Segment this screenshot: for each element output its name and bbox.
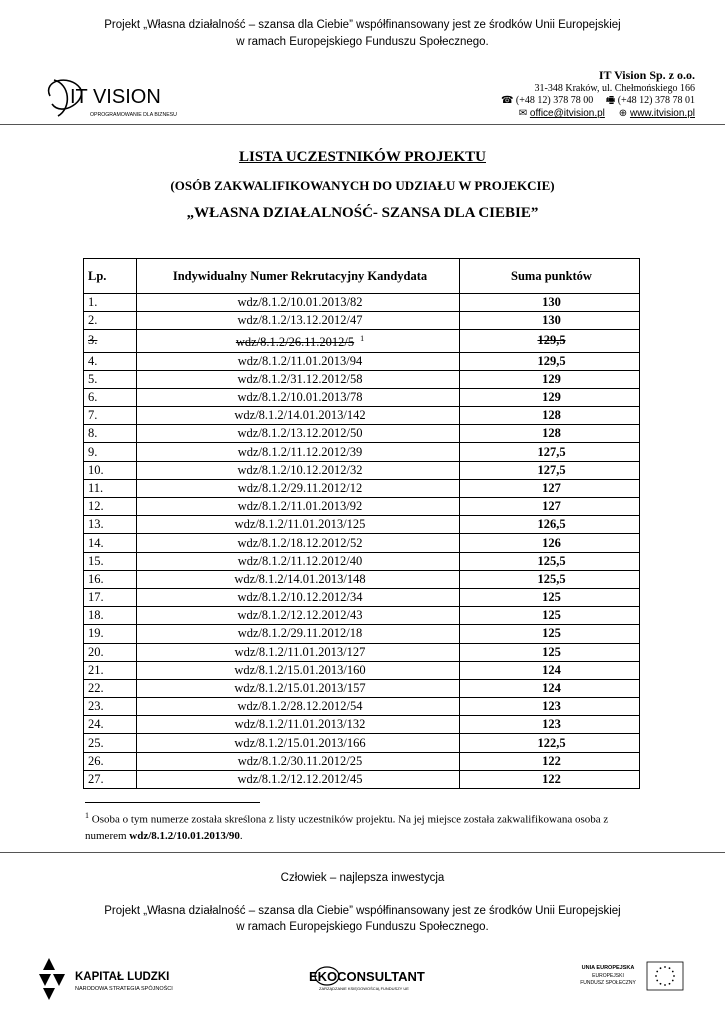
row-lp: 11. [84,479,137,497]
company-block [501,67,695,120]
row-lp: 1. [84,294,137,312]
table-row [84,716,640,734]
eu-star [660,983,662,985]
table-row [84,770,640,788]
footer-project-note [0,903,725,935]
row-points: 125 [460,625,640,643]
eu-line1: UNIA EUROPEJSKA [581,965,635,971]
footnote-divider [85,802,260,803]
company-www-link[interactable]: www.itvision.pl [629,108,695,119]
phone-icon: ☎ [500,95,514,106]
eu-star [655,975,657,977]
row-candidate-id: wdz/8.1.2/11.01.2013/132 [137,716,460,734]
table-row [84,698,640,716]
it-vision-logo [40,70,190,122]
row-points: 128 [460,425,640,443]
row-lp: 10. [84,461,137,479]
row-points: 128 [460,407,640,425]
row-candidate-id: wdz/8.1.2/13.12.2012/47 [137,312,460,330]
row-candidate-id: wdz/8.1.2/14.01.2013/148 [137,570,460,588]
row-points: 125 [460,588,640,606]
table-row [84,625,640,643]
row-lp: 9. [84,443,137,461]
eu-star [664,984,666,986]
row-lp: 7. [84,407,137,425]
table-row [84,734,640,752]
table-row [84,443,640,461]
table-row [84,479,640,497]
row-lp: 6. [84,388,137,406]
eu-star [672,971,674,973]
it-vision-logo-tagline: OPROGRAMOWANIE DLA BIZNESU [90,112,177,118]
row-points: 125,5 [460,552,640,570]
footnote-replacement-id: wdz/8.1.2/10.01.2013/90 [129,829,240,842]
eu-star [673,975,675,977]
table-row [84,370,640,388]
ekoconsultant-subtitle: ZARZĄDZANIE KSIĘGOWOŚCIĄ FUNDUSZY UE [319,986,409,991]
row-candidate-id: wdz/8.1.2/30.11.2012/25 [137,752,460,770]
participants-table [83,258,640,789]
row-lp: 19. [84,625,137,643]
row-candidate-id: wdz/8.1.2/15.01.2013/157 [137,679,460,697]
footer-divider [0,852,725,853]
row-lp: 12. [84,498,137,516]
table-row [84,661,640,679]
company-address: 31-348 Kraków, ul. Chełmońskiego 166 [534,83,695,94]
header-note-line2: w ramach Europejskiego Funduszu Społecznego. [236,36,489,48]
footnote-text: Osoba o tym numerze została skreślona z listy uczestników projektu. Na jej miejsce została zakwalifikowana osoba z numerem [85,813,609,842]
company-name: IT Vision Sp. z o.o. [598,68,695,82]
row-points: 125 [460,643,640,661]
row-lp: 20. [84,643,137,661]
eu-star [672,980,674,982]
table-row [84,312,640,330]
table-body [84,294,640,789]
row-points: 129,5 [460,330,640,352]
row-points: 129,5 [460,352,640,370]
row-candidate-id: wdz/8.1.2/10.01.2013/82 [137,294,460,312]
row-lp: 3. [84,330,137,352]
row-candidate-id: wdz/8.1.2/29.11.2012/18 [137,625,460,643]
eu-star [656,980,658,982]
table-row [84,516,640,534]
row-candidate-id: wdz/8.1.2/11.12.2012/39 [137,443,460,461]
row-lp: 8. [84,425,137,443]
kapital-ludzki-logo [35,956,185,1001]
email-icon: ✉ [518,108,528,119]
row-candidate-id: wdz/8.1.2/10.01.2013/78 [137,388,460,406]
row-candidate-id: wdz/8.1.2/31.12.2012/58 [137,370,460,388]
eu-line2: EUROPEJSKI [592,973,624,979]
table-row [84,643,640,661]
ekoconsultant-title: EKOCONSULTANT [309,969,425,984]
row-points: 129 [460,388,640,406]
row-lp: 22. [84,679,137,697]
row-candidate-id: wdz/8.1.2/15.01.2013/166 [137,734,460,752]
eu-star [669,983,671,985]
table-header-row [84,259,640,294]
row-candidate-id: wdz/8.1.2/11.01.2013/125 [137,516,460,534]
kapital-ludzki-subtitle: NARODOWA STRATEGIA SPÓJNOŚCI [75,986,173,992]
row-lp: 17. [84,588,137,606]
row-points: 122,5 [460,734,640,752]
footnote-mark: 1 [85,811,89,820]
eu-efs-logo [575,960,685,994]
globe-icon: ⊕ [618,108,628,119]
header-note-line1: Projekt „Własna działalność – szansa dla Ciebie” współfinansowany jest ze środków Unii Europejskiej [104,19,621,31]
company-phones [501,95,695,107]
header-project-note [0,17,725,51]
row-lp: 26. [84,752,137,770]
header-lp: Lp. [84,259,137,294]
row-points: 127 [460,479,640,497]
row-points: 127,5 [460,443,640,461]
row-points: 126,5 [460,516,640,534]
row-lp: 4. [84,352,137,370]
row-candidate-id: wdz/8.1.2/26.11.2012/5 $^1$ [137,330,460,352]
company-phone: (+48 12) 378 78 00 [515,95,594,106]
footer-note-line2: w ramach Europejskiego Funduszu Społecznego. [236,921,489,933]
table-row [84,330,640,352]
row-points: 123 [460,716,640,734]
eu-star [664,966,666,968]
table-row [84,461,640,479]
eu-star [669,967,671,969]
row-points: 125 [460,607,640,625]
kapital-ludzki-title: KAPITAŁ LUDZKI [75,971,170,983]
row-lp: 25. [84,734,137,752]
footer-note-line1: Projekt „Własna działalność – szansa dla Ciebie” współfinansowany jest ze środków Unii Europejskiej [104,905,621,917]
row-lp: 13. [84,516,137,534]
eu-line3: FUNDUSZ SPOŁECZNY [580,980,636,986]
table-row [84,352,640,370]
header-points: Suma punktów [460,259,640,294]
row-lp: 5. [84,370,137,388]
eu-star [660,967,662,969]
document-subtitle: (OSÓB ZAKWALIFIKOWANYCH DO UDZIAŁU W PROJEKCIE) [170,178,555,193]
project-name-title: „WŁASNA DZIAŁALNOŚĆ- SZANSA DLA CIEBIE” [186,205,539,221]
row-lp: 18. [84,607,137,625]
row-points: 122 [460,770,640,788]
table-row [84,407,640,425]
row-candidate-id: wdz/8.1.2/13.12.2012/50 [137,425,460,443]
table-row [84,570,640,588]
row-lp: 21. [84,661,137,679]
row-points: 124 [460,679,640,697]
row-candidate-id: wdz/8.1.2/10.12.2012/32 [137,461,460,479]
row-candidate-id: wdz/8.1.2/11.12.2012/40 [137,552,460,570]
row-points: 127 [460,498,640,516]
table-row [84,552,640,570]
row-points: 127,5 [460,461,640,479]
table-row [84,588,640,606]
footnote-end: . [239,829,243,842]
eu-star [656,971,658,973]
table-row [84,294,640,312]
row-candidate-id: wdz/8.1.2/12.12.2012/45 [137,770,460,788]
row-points: 130 [460,294,640,312]
row-candidate-id: wdz/8.1.2/11.01.2013/127 [137,643,460,661]
row-candidate-id: wdz/8.1.2/28.12.2012/54 [137,698,460,716]
ekoconsultant-logo [305,962,435,994]
table-row [84,498,640,516]
table-row [84,607,640,625]
row-points: 129 [460,370,640,388]
it-vision-logo-text: IT VISION [70,86,161,108]
row-points: 124 [460,661,640,679]
row-candidate-id: wdz/8.1.2/15.01.2013/160 [137,661,460,679]
company-fax: (+48 12) 378 78 01 [617,95,695,106]
row-points: 126 [460,534,640,552]
table-row [84,534,640,552]
row-lp: 23. [84,698,137,716]
row-lp: 14. [84,534,137,552]
table-row [84,752,640,770]
footnote-ref: 1 [360,334,365,344]
row-lp: 16. [84,570,137,588]
row-points: 123 [460,698,640,716]
row-candidate-id: wdz/8.1.2/14.01.2013/142 [137,407,460,425]
footnote [85,808,645,844]
row-candidate-id: wdz/8.1.2/12.12.2012/43 [137,607,460,625]
fax-icon: 🖷 [605,95,616,106]
row-points: 130 [460,312,640,330]
row-lp: 27. [84,770,137,788]
company-contacts [501,108,695,120]
row-lp: 15. [84,552,137,570]
row-points: 122 [460,752,640,770]
table-row [84,425,640,443]
table-row [84,679,640,697]
document-title: LISTA UCZESTNIKÓW PROJEKTU [238,149,486,165]
table-row [84,388,640,406]
row-points: 125,5 [460,570,640,588]
header-divider [0,124,725,125]
header-candidate-id: Indywidualny Numer Rekrutacyjny Kandydata [137,259,460,294]
row-candidate-id: wdz/8.1.2/10.12.2012/34 [137,588,460,606]
row-lp: 2. [84,312,137,330]
company-email-link[interactable]: office@itvision.pl [529,108,605,119]
row-candidate-id: wdz/8.1.2/11.01.2013/92 [137,498,460,516]
row-lp: 24. [84,716,137,734]
row-candidate-id: wdz/8.1.2/11.01.2013/94 [137,352,460,370]
row-candidate-id: wdz/8.1.2/29.11.2012/12 [137,479,460,497]
row-candidate-id: wdz/8.1.2/18.12.2012/52 [137,534,460,552]
footer-slogan: Człowiek – najlepsza inwestycja [280,872,445,884]
